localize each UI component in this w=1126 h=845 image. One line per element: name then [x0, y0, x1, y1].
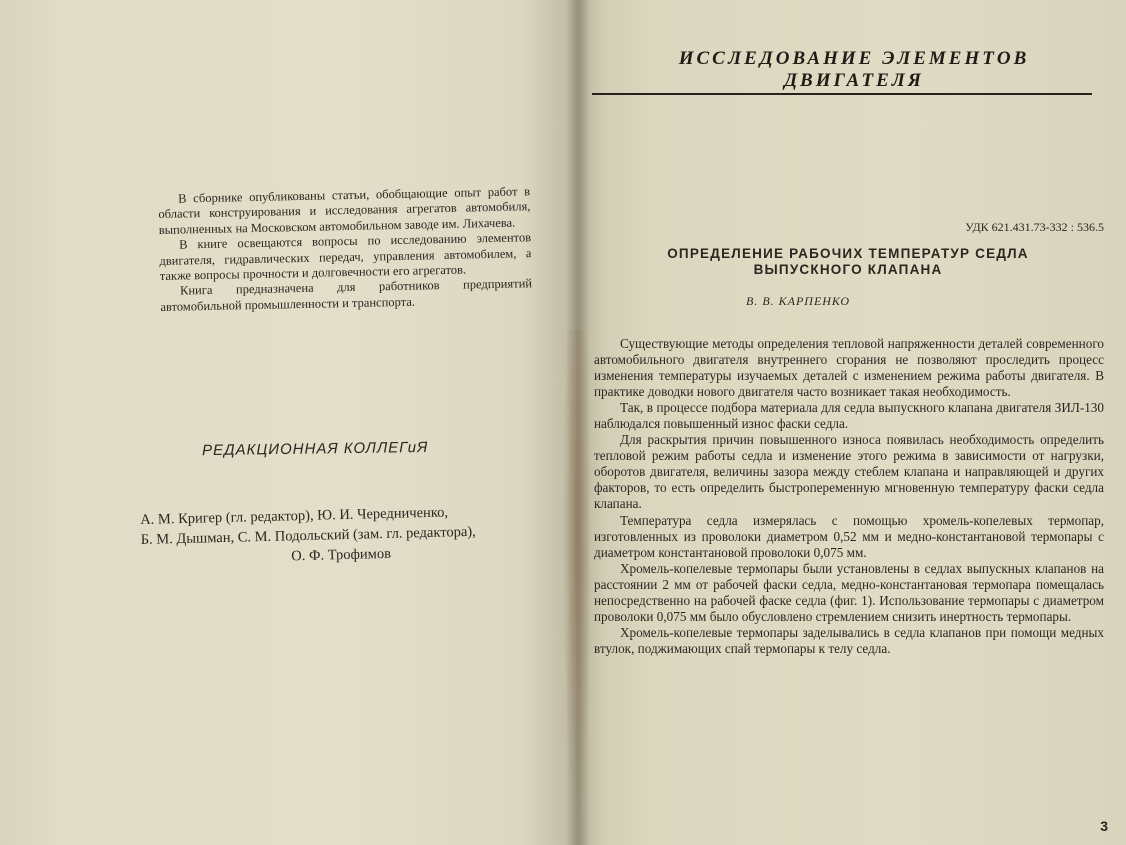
- annotation-paragraph: Книга предназначена для работников предприятий автомобильной промышленности и транспорта.: [160, 276, 533, 314]
- page-number: 3: [1100, 818, 1108, 834]
- board-names-line: О. Ф. Трофимов: [291, 545, 392, 565]
- body-paragraph: Для раскрытия причин повышенного износа появилась необходимость определить тепловой режим работы седла и изменение этого режима в зависимости от нагрузки, оборотов двигателя, величины зазора между стеблем клапана и направляющей и других факторов, то есть определить быстропеременную мгновенную температуру фаски седла клапана.: [594, 432, 1104, 512]
- article-title-line: ВЫПУСКНОГО КЛАПАНА: [753, 262, 943, 277]
- article-title-line: ОПРЕДЕЛЕНИЕ РАБОЧИХ ТЕМПЕРАТУР СЕДЛА: [667, 246, 1029, 261]
- annotation-paragraph: В сборнике опубликованы статьи, обобщающие опыт работ в области конструирования и исследования агрегатов автомобиля, выполненных на Московском автомобильном заводе им. Лихачева.: [158, 184, 531, 237]
- body-paragraph: Хромель-копелевые термопары заделывались в седла клапанов при помощи медных втулок, поджимающих спай термопары к телу седла.: [594, 624, 1104, 656]
- board-names-line: А. М. Кригер (гл. редактор), Ю. И. Чередниченко,: [140, 504, 449, 528]
- udk-code: УДК 621.431.73-332 : 536.5: [965, 220, 1104, 234]
- article-author: В. В. КАРПЕНКО: [745, 294, 851, 308]
- article-title: [618, 246, 1078, 278]
- annotation-paragraph: В книге освещаются вопросы по исследованию элементов двигателя, гидравлических передач, управления автомобилем, а также вопросы прочности и долговечности его агрегатов.: [159, 230, 532, 284]
- body-paragraph: Температура седла измерялась с помощью хромель-копелевых термопар, изготовленных из проволоки диаметром 0,52 мм и медно-константановой термопары с диаметром константановой проволоки 0,075 мм.: [594, 512, 1104, 560]
- book-annotation: [158, 184, 532, 315]
- editorial-board-heading: РЕДАКЦИОННАЯ КОЛЛЕГиЯ: [201, 438, 429, 460]
- body-paragraph: Так, в процессе подбора материала для седла выпускного клапана двигателя ЗИЛ-130 наблюдался повышенный износ фаски седла.: [594, 400, 1104, 432]
- section-title: [614, 48, 1094, 92]
- right-page: [578, 0, 1126, 845]
- section-divider: [592, 93, 1092, 95]
- editorial-board-names: [140, 499, 571, 569]
- section-title-line: ИССЛЕДОВАНИЕ ЭЛЕМЕНТОВ: [678, 48, 1030, 69]
- paper-stain: [562, 330, 592, 830]
- body-paragraph: Хромель-копелевые термопары были установлены в седлах выпускных клапанов на расстоянии 2 мм от рабочей фаски седла, медно-константановая термопара помещалась непосредственно на рабочей фаске седла (фиг. 1). Использование термопары с диаметром проволоки 0,075 мм было обусловлено стремлением снизить инертность термопары.: [594, 560, 1104, 624]
- body-paragraph: Существующие методы определения тепловой напряженности деталей современного автомобильного двигателя внутреннего сгорания не позволяют проследить процесс изменения температуры изучаемых деталей с изменением режима работы двигателя. В практике доводки нового двигателя часто возникает такая необходимость.: [594, 336, 1104, 400]
- article-body: [594, 336, 1104, 657]
- board-names-line: Б. М. Дышман, С. М. Подольский (зам. гл. редактора),: [140, 523, 476, 548]
- section-title-line: ДВИГАТЕЛЯ: [784, 70, 924, 91]
